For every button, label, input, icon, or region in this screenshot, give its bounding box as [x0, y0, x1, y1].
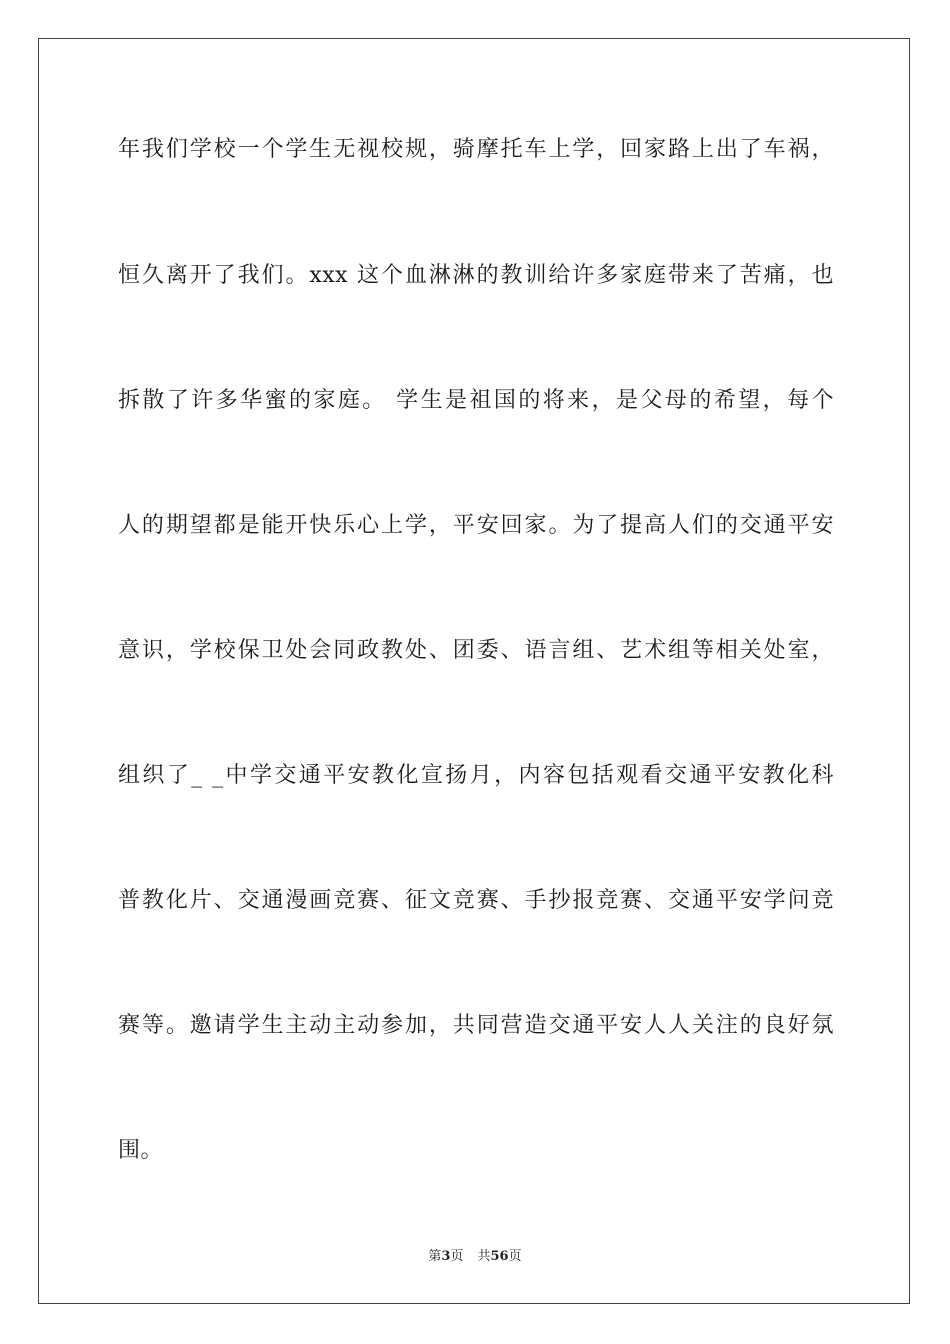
paragraph-line-1: 年我们学校一个学生无视校规，骑摩托车上学，回家路上出了车祸， [118, 137, 834, 162]
paragraph-line-2: 恒久离开了我们。xxx 这个血淋淋的教训给许多家庭带来了苦痛，也 [118, 263, 834, 288]
total-pages-prefix: 共 [477, 1249, 491, 1264]
paragraph-line-8: 赛等。邀请学生主动主动参加，共同营造交通平安人人关注的良好氛 [118, 1013, 834, 1038]
paragraph-line-9: 围。 [118, 1138, 164, 1163]
paragraph-line-3: 拆散了许多华蜜的家庭。 学生是祖国的将来，是父母的希望，每个 [118, 388, 834, 413]
page-number-suffix: 页 [450, 1249, 464, 1264]
page-number-prefix: 第 [428, 1249, 442, 1264]
paragraph-line-6: 组织了_ _中学交通平安教化宣扬月，内容包括观看交通平安教化科 [118, 763, 834, 788]
page-number: 3 [441, 1249, 451, 1264]
page-border [38, 38, 910, 1304]
total-pages-suffix: 页 [508, 1249, 522, 1264]
page-footer [0, 1248, 950, 1266]
paragraph-line-5: 意识，学校保卫处会同政教处、团委、语言组、艺术组等相关处室， [118, 638, 834, 663]
paragraph-line-4: 人的期望都是能开快乐心上学，平安回家。为了提高人们的交通平安 [118, 513, 834, 538]
total-pages: 56 [490, 1249, 509, 1264]
paragraph-line-7: 普教化片、交通漫画竞赛、征文竞赛、手抄报竞赛、交通平安学问竞 [118, 888, 834, 913]
